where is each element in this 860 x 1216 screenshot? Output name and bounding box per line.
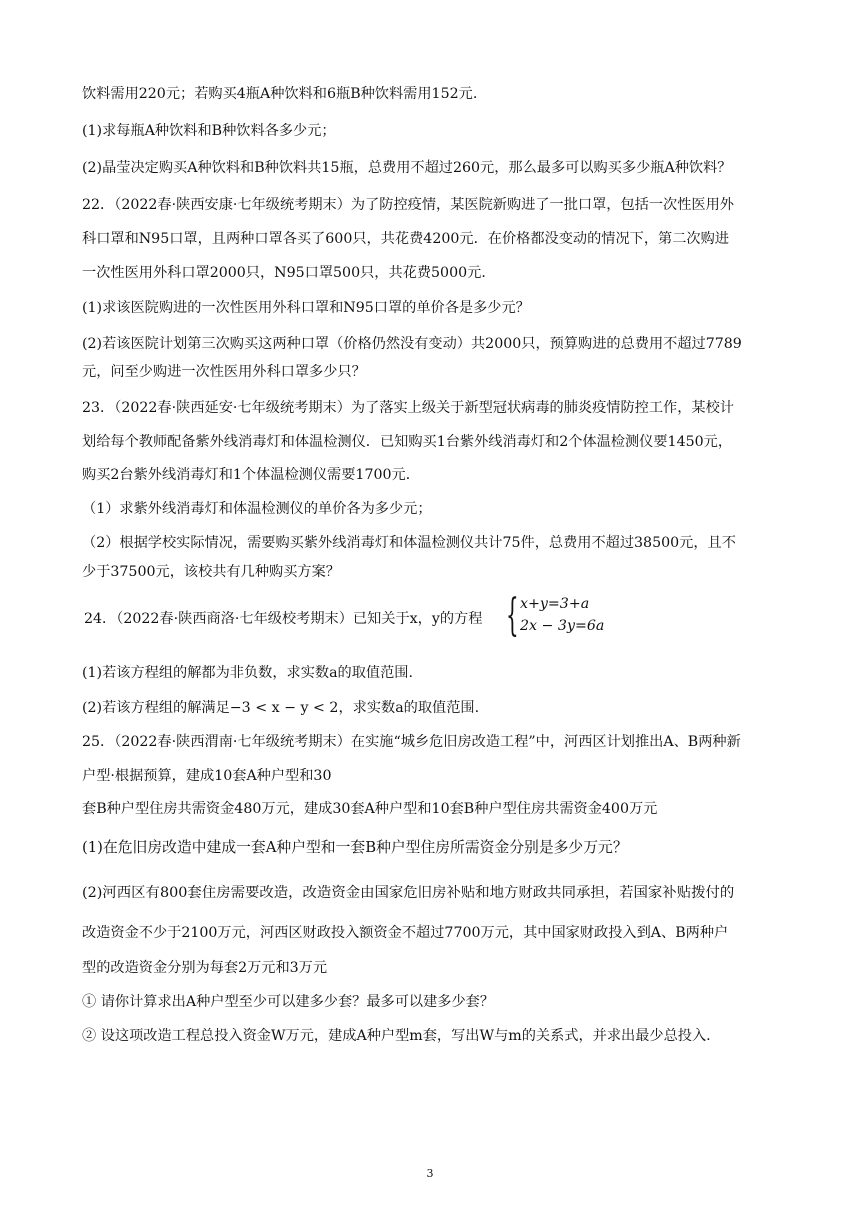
q25-part1: (1)在危旧房改造中建成一套A种户型和一套B种户型住房所需资金分别是多少万元？	[82, 839, 628, 856]
page-number: 3	[426, 1167, 434, 1180]
equation-1: x+y=3+a	[520, 596, 590, 612]
q22-part2-line2: 元，问至少购进一次性医用外科口罩多少只？	[82, 364, 366, 380]
q22-part2-line1: (2)若该医院计划第三次购买这两种口罩（价格仍然没有变动）共2000只，预算购进的总费用不超过7789	[82, 336, 742, 352]
q22-line3: 一次性医用外科口罩2000只，N95口罩500只，共花费5000元．	[82, 265, 496, 281]
q25-line3: 套B种户型住房共需资金480万元，建成30套A种户型和10套B种户型住房共需资金400万元	[82, 801, 658, 817]
q23-line2: 划给每个教师配备紫外线消毒灯和体温检测仪．已知购买1台紫外线消毒灯和2个体温检测仪要1450元，	[82, 434, 733, 450]
q24-part1: (1)若该方程组的解都为非负数，求实数a的取值范围.	[82, 665, 414, 681]
q25-part2-line2: 改造资金不少于2100万元，河西区财政投入额资金不超过7700万元，其中国家财政投入到A、B两种户	[82, 925, 729, 941]
q24-lead: 24．（2022春·陕西商洛·七年级校考期末）已知关于x，y的方程	[84, 611, 483, 627]
q23-part2-line1: （2）根据学校实际情况，需要购买紫外线消毒灯和体温检测仪共计75件，总费用不超过38500元，且不	[82, 535, 736, 551]
q25-part2-line1: (2)河西区有800套住房需要改造，改造资金由国家危旧房补贴和地方财政共同承担，若国家补贴拨付的	[82, 885, 735, 901]
q21-part2: (2)晶莹决定购买A种饮料和B种饮料共15瓶，总费用不超过260元，那么最多可以购买多少瓶A种饮料？	[82, 160, 732, 176]
q25-line1: 25．（2022春·陕西渭南·七年级统考期末）在实施“城乡危旧房改造工程”中，河西区计划推出A、B两种新	[82, 734, 741, 750]
q25-sub2: ② 设这项改造工程总投入资金W万元，建成A种户型m套，写出W与m的关系式，并求出最少总投入.	[82, 1028, 711, 1044]
q23-part1: （1）求紫外线消毒灯和体温检测仪的单价各为多少元；	[82, 501, 432, 517]
q24-header	[84, 590, 784, 642]
q23-line1: 23．（2022春·陕西延安·七年级统考期末）为了落实上级关于新型冠状病毒的肺炎疫情防控工作，某校计	[82, 400, 734, 416]
q25-line2: 户型·根据预算，建成10套A种户型和30	[82, 768, 332, 784]
q21-part1: (1)求每瓶A种饮料和B种饮料各多少元；	[82, 123, 336, 139]
q22-line1: 22．（2022春·陕西安康·七年级统考期末）为了防控疫情，某医院新购进了一批口罩，包括一次性医用外	[82, 197, 734, 213]
q23-line3: 购买2台紫外线消毒灯和1个体温检测仪需要1700元．	[82, 467, 420, 483]
q21-text-line: 饮料需用220元；若购买4瓶A种饮料和6瓶B种饮料需用152元.	[82, 86, 478, 102]
q25-part2-line3: 型的改造资金分别为每套2万元和3万元	[82, 960, 328, 976]
equation-brace: {	[506, 590, 519, 641]
q22-line2: 科口罩和N95口罩，且两种口罩各买了600只，共花费4200元．在价格都没变动的情况下，第二次购进	[82, 231, 729, 247]
equation-2: 2x − 3y=6a	[520, 618, 605, 634]
q22-part1: (1)求该医院购进的一次性医用外科口罩和N95口罩的单价各是多少元？	[82, 300, 530, 316]
q24-part2: (2)若该方程组的解满足−3 < x − y < 2，求实数a的取值范围.	[82, 700, 480, 716]
q23-part2-line2: 少于37500元，该校共有几种购买方案？	[82, 564, 340, 580]
q25-sub1: ① 请你计算求出A种户型至少可以建多少套？最多可以建多少套？	[82, 994, 495, 1010]
